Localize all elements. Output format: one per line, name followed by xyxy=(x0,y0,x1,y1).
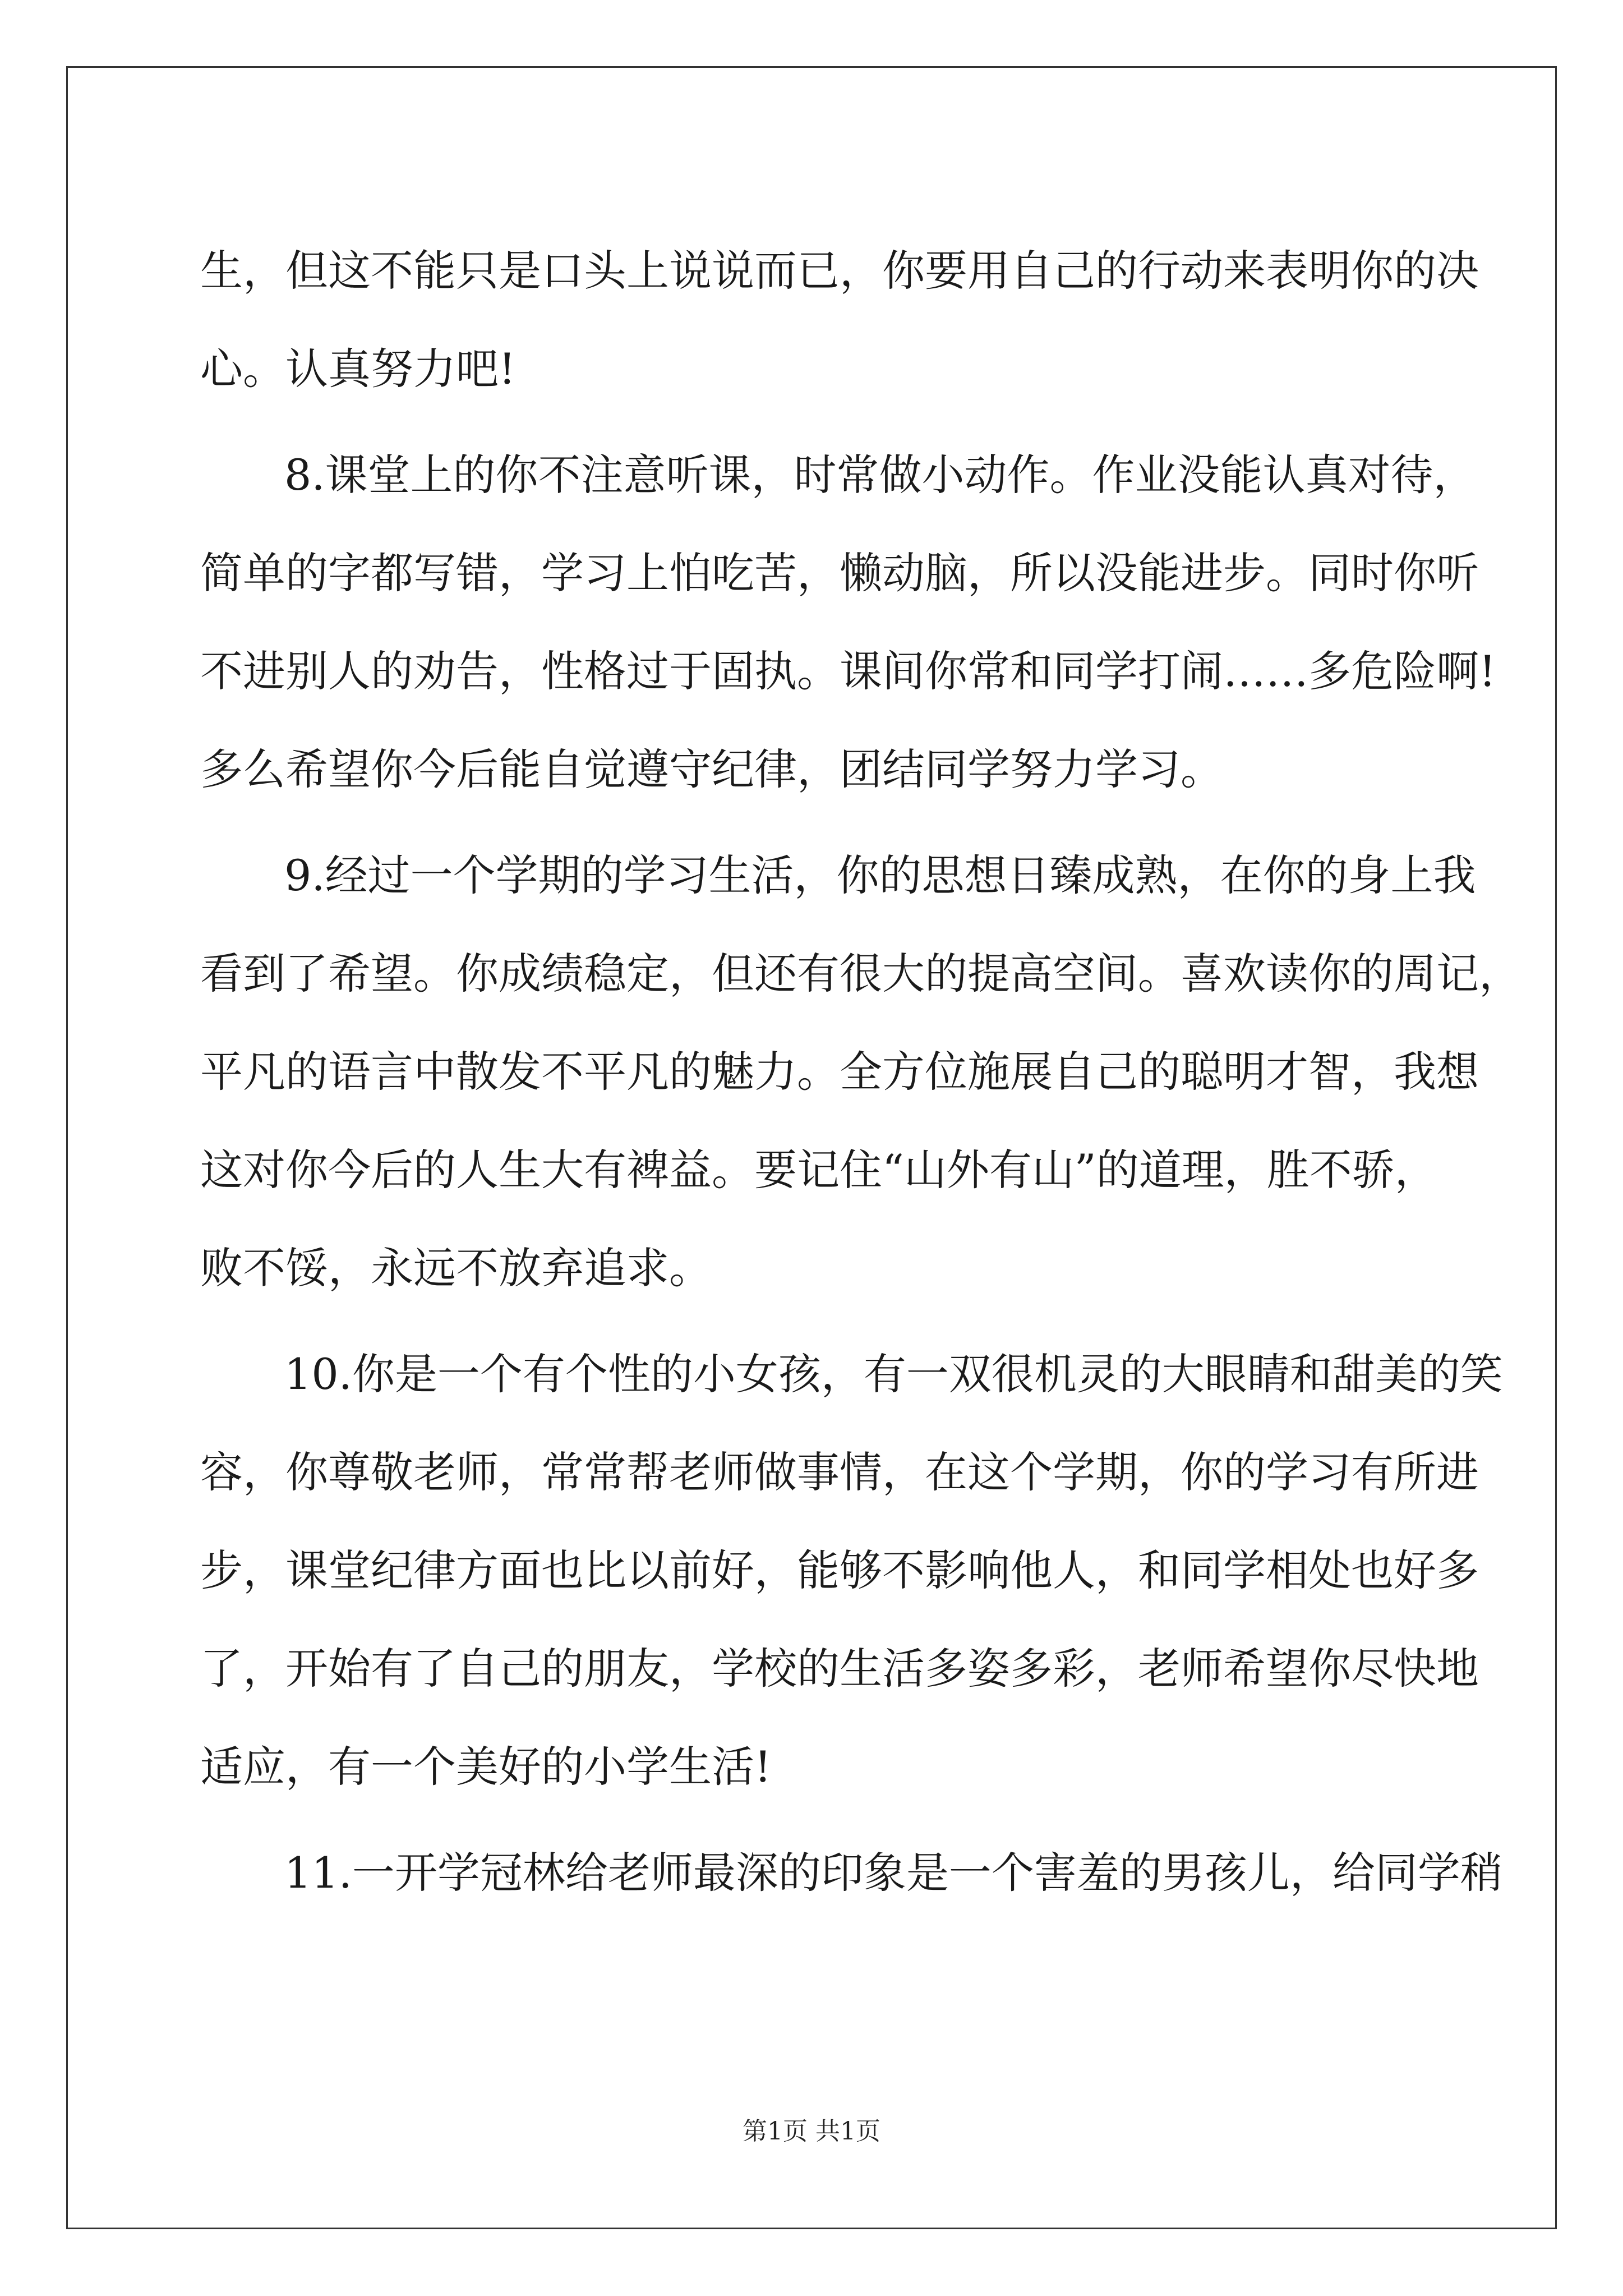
document-body xyxy=(200,222,1521,1922)
paragraph-11-start: 11.一开学冠林给老师最深的印象是一个害羞的男孩儿，给同学稍 xyxy=(284,1848,1503,1898)
paragraph-9-start: 9.经过一个学期的学习生活，你的思想日臻成熟，在你的身上我 xyxy=(284,850,1476,900)
text-line: 步，课堂纪律方面也比以前好，能够不影响他人，和同学相处也好多 xyxy=(200,1545,1479,1595)
text-line: 这对你今后的人生大有裨益。要记住“山外有山”的道理，胜不骄， xyxy=(200,1145,1437,1195)
text-line: 多么希望你今后能自觉遵守纪律，团结同学努力学习。 xyxy=(200,744,1223,794)
text-line: 平凡的语言中散发不平凡的魅力。全方位施展自己的聪明才智，我想 xyxy=(200,1047,1479,1097)
text-line: 看到了希望。你成绩稳定，但还有很大的提高空间。喜欢读你的周记， xyxy=(200,949,1521,999)
text-line: 败不馁，永远不放弃追求。 xyxy=(200,1243,712,1293)
paragraph-10-start: 10.你是一个有个性的小女孩，有一双很机灵的大眼睛和甜美的笑 xyxy=(284,1349,1503,1399)
text-line: 了，开始有了自己的朋友，学校的生活多姿多彩，老师希望你尽快地 xyxy=(200,1644,1479,1694)
page-number-footer: 第1页 共1页 xyxy=(743,2117,880,2146)
text-line: 容，你尊敬老师，常常帮老师做事情，在这个学期，你的学习有所进 xyxy=(200,1447,1479,1497)
text-line: 不进别人的劝告，性格过于固执。课间你常和同学打闹……多危险啊! xyxy=(200,646,1496,696)
text-line: 心。认真努力吧! xyxy=(200,344,516,394)
paragraph-8-start: 8.课堂上的你不注意听课，时常做小动作。作业没能认真对待， xyxy=(284,450,1476,500)
text-line: 简单的字都写错，学习上怕吃苦，懒动脑，所以没能进步。同时你听 xyxy=(200,548,1479,598)
text-line: 生，但这不能只是口头上说说而已，你要用自己的行动来表明你的决 xyxy=(200,246,1479,296)
text-line: 适应，有一个美好的小学生活! xyxy=(200,1742,772,1792)
